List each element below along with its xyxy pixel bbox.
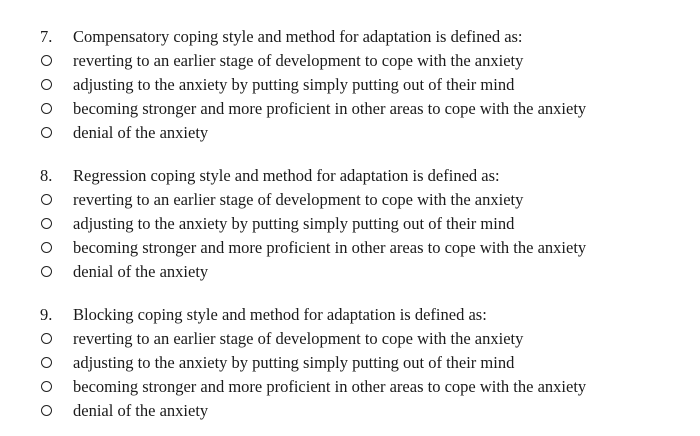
option-label: adjusting to the anxiety by putting simply putting out of their mind bbox=[73, 214, 515, 233]
option-label: denial of the anxiety bbox=[73, 401, 209, 420]
option-label: reverting to an earlier stage of development to cope with the anxiety bbox=[73, 329, 524, 348]
answer-option[interactable] bbox=[0, 351, 700, 375]
answer-option[interactable] bbox=[0, 212, 700, 236]
option-label: becoming stronger and more proficient in other areas to cope with the anxiety bbox=[73, 99, 587, 118]
cropped-text-fragment bbox=[250, 0, 420, 3]
radio-button-icon[interactable] bbox=[41, 357, 52, 368]
question-7 bbox=[0, 25, 700, 145]
option-label: reverting to an earlier stage of development to cope with the anxiety bbox=[73, 51, 524, 70]
question-8 bbox=[0, 164, 700, 284]
question-9 bbox=[0, 303, 700, 423]
radio-button-icon[interactable] bbox=[41, 405, 52, 416]
question-header bbox=[0, 25, 700, 49]
answer-option[interactable] bbox=[0, 73, 700, 97]
radio-button-icon[interactable] bbox=[41, 333, 52, 344]
option-label: reverting to an earlier stage of development to cope with the anxiety bbox=[73, 190, 524, 209]
question-header bbox=[0, 303, 700, 327]
question-text: Compensatory coping style and method for adaptation is defined as: bbox=[73, 27, 523, 46]
answer-option[interactable] bbox=[0, 188, 700, 212]
question-text: Regression coping style and method for adaptation is defined as: bbox=[73, 166, 500, 185]
answer-option[interactable] bbox=[0, 236, 700, 260]
radio-button-icon[interactable] bbox=[41, 266, 52, 277]
option-label: denial of the anxiety bbox=[73, 123, 209, 142]
question-header bbox=[0, 164, 700, 188]
answer-option[interactable] bbox=[0, 121, 700, 145]
radio-button-icon[interactable] bbox=[41, 55, 52, 66]
radio-button-icon[interactable] bbox=[41, 127, 52, 138]
radio-button-icon[interactable] bbox=[41, 381, 52, 392]
radio-button-icon[interactable] bbox=[41, 79, 52, 90]
question-number: 7. bbox=[40, 27, 53, 46]
question-text: Blocking coping style and method for adaptation is defined as: bbox=[73, 305, 487, 324]
answer-option[interactable] bbox=[0, 327, 700, 351]
question-number: 9. bbox=[40, 305, 53, 324]
radio-button-icon[interactable] bbox=[41, 218, 52, 229]
radio-button-icon[interactable] bbox=[41, 242, 52, 253]
option-label: becoming stronger and more proficient in other areas to cope with the anxiety bbox=[73, 238, 587, 257]
answer-option[interactable] bbox=[0, 375, 700, 399]
option-label: becoming stronger and more proficient in other areas to cope with the anxiety bbox=[73, 377, 587, 396]
option-label: adjusting to the anxiety by putting simply putting out of their mind bbox=[73, 75, 515, 94]
answer-option[interactable] bbox=[0, 49, 700, 73]
answer-option[interactable] bbox=[0, 260, 700, 284]
question-number: 8. bbox=[40, 166, 53, 185]
radio-button-icon[interactable] bbox=[41, 103, 52, 114]
answer-option[interactable] bbox=[0, 399, 700, 423]
radio-button-icon[interactable] bbox=[41, 194, 52, 205]
option-label: denial of the anxiety bbox=[73, 262, 209, 281]
option-label: adjusting to the anxiety by putting simply putting out of their mind bbox=[73, 353, 515, 372]
answer-option[interactable] bbox=[0, 97, 700, 121]
